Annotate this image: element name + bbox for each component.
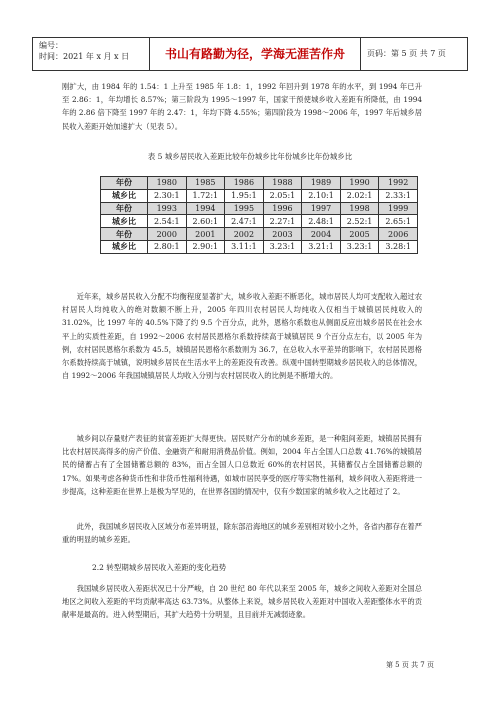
paragraph-5: 我国城乡居民收入差距状况已十分严峻，自 20 世纪 80 年代以来至 2005 年，城乡之间收入差距对全国总地区之间收入差距的平均贡献率高达 63.73%。从整体上来说，城乡居民收入差距对中国收入差距整体水平的贡献率是最高的。进入转型期后，其扩大趋势十分明显，且目前并无减弱迹象。 <box>62 584 422 620</box>
table-cell: 2.90:1 <box>186 240 225 253</box>
table-cell: 2.52:1 <box>340 215 379 228</box>
table-cell: 1988 <box>263 177 302 190</box>
table-cell: 1995 <box>225 202 264 215</box>
table-cell: 2.10:1 <box>302 189 341 202</box>
table-cell: 2005 <box>340 228 379 241</box>
paragraph-2: 近年来，城乡居民收入分配不均衡程度显著扩大，城乡收入差距不断恶化，城市居民人均可支配收入超过农村居民人均纯收入的绝对数额不断上升，2005 年四川农村居民人均纯收入仅相当于城镇居民纯收入的 31.02%，比 1997 年的 40.5%下降了约 9.5 个百分点，此外，恩格尔系数也从侧面反应出城乡居民在社会水平上的实质性差距，自 1992～2006 农村居民恩格尔系数持续高于城镇居民 9 个百分点左右，以 2005 年为例，农村居民恩格尔系数为 45.5，城镇居民恩格尔系数则为 36.7，在总收入水平差异的影响下，农村居民恩格尔系数持续高于城镇，说明城乡居民在生活水平上的差距没有改善。纵观中国转型期城乡居民收入的总体情况，自 1992～2006 年我国城镇居民人均收入分别与农村居民收入的比例是不断增大的。 <box>62 292 422 381</box>
row-label: 城乡比 <box>101 189 148 202</box>
paragraph-1: 刚扩大，由 1984 年的 1.54：1 上升至 1985 年 1.8：1，1992 年回升到 1978 年的水平，到 1994 年已升至 2.86：1，年均增长 8.57%；第三阶段为 1995～1997 年，国家干预使城乡收入差距有所降低，由 1994 年的 2.86 倍下降至 1997 年的 2.47：1，年均下降 4.55%；第四阶段为 1998～2006 年，1997 年后城乡居民收入差距开始加速扩大（见表 5）。 <box>62 82 422 131</box>
table-cell: 2.47:1 <box>225 215 264 228</box>
paragraph-3: 城乡间以存量财产表征的贫富差距扩大得更快。居民财产分布的城乡差距，是一种阻间差距，城镇居民拥有比农村居民高得多的房产价值、金融资产和耐用消费品价值。例如，2004 年占全国人口总数 41.76%的城镇居民的储蓄占有了全国储蓄总额的 83%，而占全国人口总数近 60%的农村居民，其储蓄仅占全国储蓄总额的 17%。如果考虑各种货币性和非货币性福利待遇，如城市居民享受的医疗等实物性福利，城乡间收入差距将进一步提高，这种差距在世界上是极为罕见的，在世界各国的情况中，仅有少数国家的城乡收入之比超过了 2。 <box>62 434 422 496</box>
table-row <box>101 215 418 228</box>
table-cell: 2.54:1 <box>148 215 187 228</box>
table-cell: 1999 <box>379 202 418 215</box>
table-cell: 3.23:1 <box>340 240 379 253</box>
table-cell: 2000 <box>148 228 187 241</box>
table-cell: 3.28:1 <box>379 240 418 253</box>
table-cell: 3.11:1 <box>225 240 264 253</box>
table-cell: 1.95:1 <box>225 189 264 202</box>
table-cell: 2.48:1 <box>302 215 341 228</box>
table-cell: 2002 <box>225 228 264 241</box>
table-cell: 1994 <box>186 202 225 215</box>
table-cell: 2.65:1 <box>379 215 418 228</box>
table-cell: 2003 <box>263 228 302 241</box>
table-cell: 2004 <box>302 228 341 241</box>
paragraph-4: 此外，我国城乡居民收入区域分布差异明显，除东部沿海地区的城乡差别相对较小之外，各省内都存在着严重的明显的城乡差距。 <box>62 522 422 545</box>
table-cell: 2.33:1 <box>379 189 418 202</box>
table-cell: 2006 <box>379 228 418 241</box>
table-cell: 2.27:1 <box>263 215 302 228</box>
table-cell: 1993 <box>148 202 187 215</box>
table-cell: 2.30:1 <box>148 189 187 202</box>
row-label: 年份 <box>101 228 148 241</box>
income-ratio-table <box>100 176 418 254</box>
table-row <box>101 177 418 190</box>
row-label: 城乡比 <box>101 240 148 253</box>
time-label: 时间：2021 年 x 月 x 日 <box>39 52 130 61</box>
section-heading: 2.2 转型期城乡居民收入差距的变化趋势 <box>92 563 227 572</box>
table-cell: 3.23:1 <box>263 240 302 253</box>
table-cell: 1992 <box>379 177 418 190</box>
row-label: 年份 <box>101 202 148 215</box>
table-cell: 2.80:1 <box>148 240 187 253</box>
table-cell: 1.72:1 <box>186 189 225 202</box>
table-cell: 1989 <box>302 177 341 190</box>
row-label: 城乡比 <box>101 215 148 228</box>
table-caption: 表 5 城乡居民收入差距比较年份城乡比年份城乡比年份城乡比 <box>147 152 353 161</box>
table-cell: 1998 <box>340 202 379 215</box>
table-cell: 1997 <box>302 202 341 215</box>
table-row <box>101 202 418 215</box>
table-row <box>101 189 418 202</box>
header-meta <box>33 38 150 70</box>
table-cell: 2.02:1 <box>340 189 379 202</box>
table-cell: 3.21:1 <box>302 240 341 253</box>
header-page-label: 页码：第 5 页 共 7 页 <box>367 49 446 58</box>
table-cell: 1990 <box>340 177 379 190</box>
number-label: 编号： <box>39 41 63 50</box>
table-cell: 2001 <box>186 228 225 241</box>
header-motto: 书山有路勤为径，学海无涯苦作舟 <box>150 38 361 70</box>
table-cell: 2.05:1 <box>263 189 302 202</box>
page-footer: 第 5 页 共 7 页 <box>385 661 434 669</box>
page-header <box>32 37 468 71</box>
table-cell: 1980 <box>148 177 187 190</box>
table-cell: 1986 <box>225 177 264 190</box>
row-label: 年份 <box>101 177 148 190</box>
table-cell: 2.60:1 <box>186 215 225 228</box>
table-row <box>101 228 418 241</box>
table-cell: 1996 <box>263 202 302 215</box>
table-row <box>101 240 418 253</box>
table-cell: 1985 <box>186 177 225 190</box>
